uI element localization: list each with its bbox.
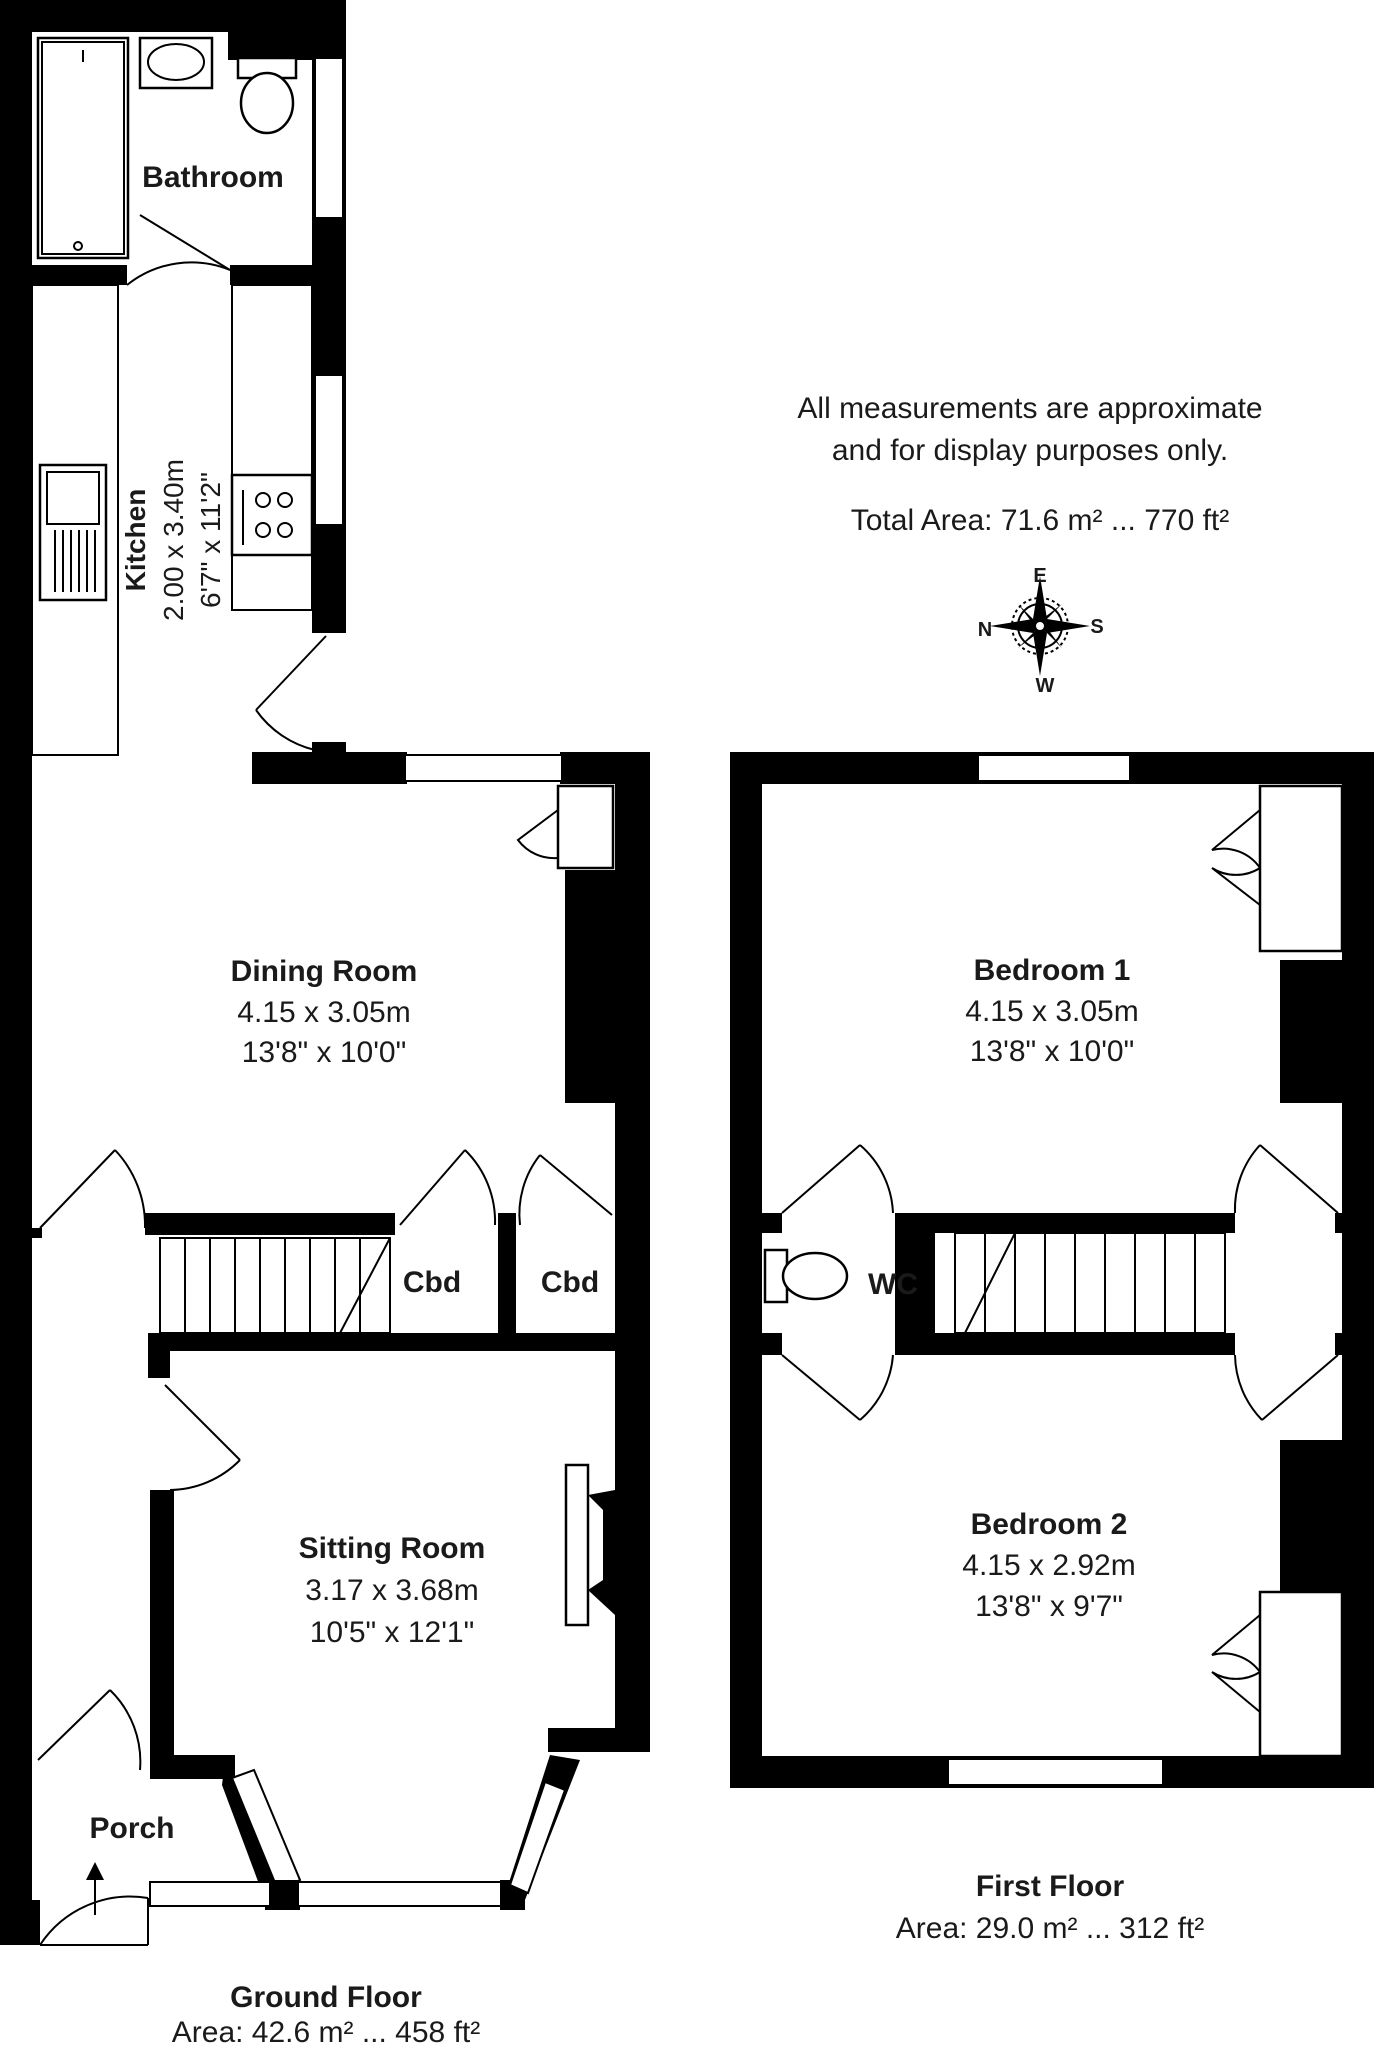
ground-stairs [160,1238,390,1333]
bedroom1-metric: 4.15 x 3.05m [965,995,1139,1028]
compass-rose [990,576,1090,676]
cbd2-door-swing [519,1155,540,1225]
bath-tub [38,38,128,258]
porch-door-leaf [38,1690,110,1760]
kitchen-sink [40,465,106,600]
bedroom2-chimney-breast [1280,1440,1342,1592]
bedroom1-label: Bedroom 1 [973,954,1131,987]
kitchen-door-swing [256,710,315,750]
bathroom-door-swing [127,262,230,285]
dining-window [405,755,562,781]
bathroom-bottom-wall-left [32,265,127,285]
kitchen-imperial: 6'7" x 11'2" [195,472,226,608]
dining-room-imperial: 13'8" x 10'0" [241,1036,407,1069]
porch-left-wall [32,1900,40,1945]
total-area: Total Area: 71.6 m² ... 770 ft² [850,504,1230,537]
stairs-top-wall [145,1213,395,1235]
hall-post [148,1333,170,1378]
bay-right-corner [548,1728,650,1752]
compass-west-label: W [1035,675,1055,697]
bathroom-bottom-wall-right [230,265,316,285]
hall-wall-upper [32,1228,42,1238]
first-floor-title: First Floor [975,1870,1125,1903]
porch-window [150,1882,270,1906]
bedroom1-wardrobe [1260,786,1342,951]
bedroom2-metric: 4.15 x 2.92m [962,1549,1136,1582]
wc-door-bottom-leaf [782,1355,860,1420]
first-stairs [955,1233,1225,1333]
compass-north-label: N [977,619,993,641]
bathroom-window [315,58,343,218]
wc-bowl [783,1253,847,1299]
landing-bottom-wall [895,1333,1235,1355]
sitting-room-imperial: 10'5" x 12'1" [309,1616,475,1649]
kitchen-metric: 2.00 x 3.40m [158,459,189,621]
dining-top-post [312,742,346,784]
dining-door-leaf [40,1150,115,1228]
kitchen-label: Kitchen [120,488,151,592]
kitchen-window [315,375,343,525]
bedroom1-door-swing [1235,1145,1260,1213]
bedroom2-door-swing [1235,1355,1262,1420]
wc-top-stub [762,1213,782,1233]
ground-floor-area: Area: 42.6 m² ... 458 ft² [171,2016,481,2048]
dining-room-label: Dining Room [230,955,418,988]
bedroom2-wardrobe [1260,1592,1342,1756]
wc-bottom-stub [762,1333,782,1355]
first-floor-area: Area: 29.0 m² ... 312 ft² [895,1912,1205,1945]
cbd-divider [498,1213,516,1333]
stairs-diagonal [340,1238,390,1333]
sitting-top-wall [148,1333,618,1351]
bathroom-label: Bathroom [142,161,284,194]
first-stairs-diagonal [965,1233,1015,1333]
first-floor-plan [730,752,1374,1788]
ground-right-wall [615,752,650,1752]
first-right-wall [1342,752,1374,1788]
first-left-wall [730,752,762,1788]
porch-label: Porch [89,1812,175,1845]
sitting-bay-corner [150,1755,235,1779]
cbd2-door-leaf [540,1155,612,1215]
toilet-bowl [241,73,293,133]
sitting-room-metric: 3.17 x 3.68m [305,1574,479,1607]
bedroom2-label: Bedroom 2 [970,1508,1128,1541]
ground-floor-title: Ground Floor [230,1981,422,2014]
bedroom1-window [978,755,1130,781]
sitting-left-wall [150,1490,174,1765]
compass-east-label: E [1033,565,1047,587]
compass-south-label: S [1090,616,1104,638]
dining-room-metric: 4.15 x 3.05m [237,996,411,1029]
wc-door-top-leaf [782,1145,860,1213]
kitchen-door-leaf [256,636,326,710]
note-line-2: and for display purposes only. [831,434,1229,467]
kitchen-worktop-right [232,285,312,610]
ground-top-wall [0,0,346,32]
cbd2-label: Cbd [540,1266,600,1299]
bedroom1-imperial: 13'8" x 10'0" [969,1035,1135,1068]
entry-arrowhead [86,1862,104,1880]
ground-left-wall [0,0,32,1945]
note-line-1: All measurements are approximate [797,392,1263,425]
landing-top-wall [935,1213,1235,1233]
dining-cupboard [558,786,613,868]
kitchen-label-group [120,459,226,621]
dining-chimney-breast [565,870,620,1103]
sitting-door-leaf [165,1385,240,1460]
landing-right-stub-bottom [1335,1333,1343,1355]
landing-right-stub-top [1335,1213,1343,1233]
fireplace-hearth [566,1465,588,1625]
cbd1-door-leaf [400,1150,465,1225]
bedroom1-door-leaf [1260,1145,1338,1213]
bedroom1-chimney-breast [1280,960,1342,1103]
bedroom2-imperial: 13'8" x 9'7" [975,1590,1123,1623]
bay-front-window [298,1882,503,1906]
wc-label: WC [868,1268,918,1301]
bedroom2-door-leaf [1262,1355,1338,1420]
bedroom2-window [948,1759,1163,1785]
sitting-room-label: Sitting Room [298,1532,486,1565]
fireplace-chimney [588,1490,615,1615]
cbd1-label: Cbd [402,1266,462,1299]
